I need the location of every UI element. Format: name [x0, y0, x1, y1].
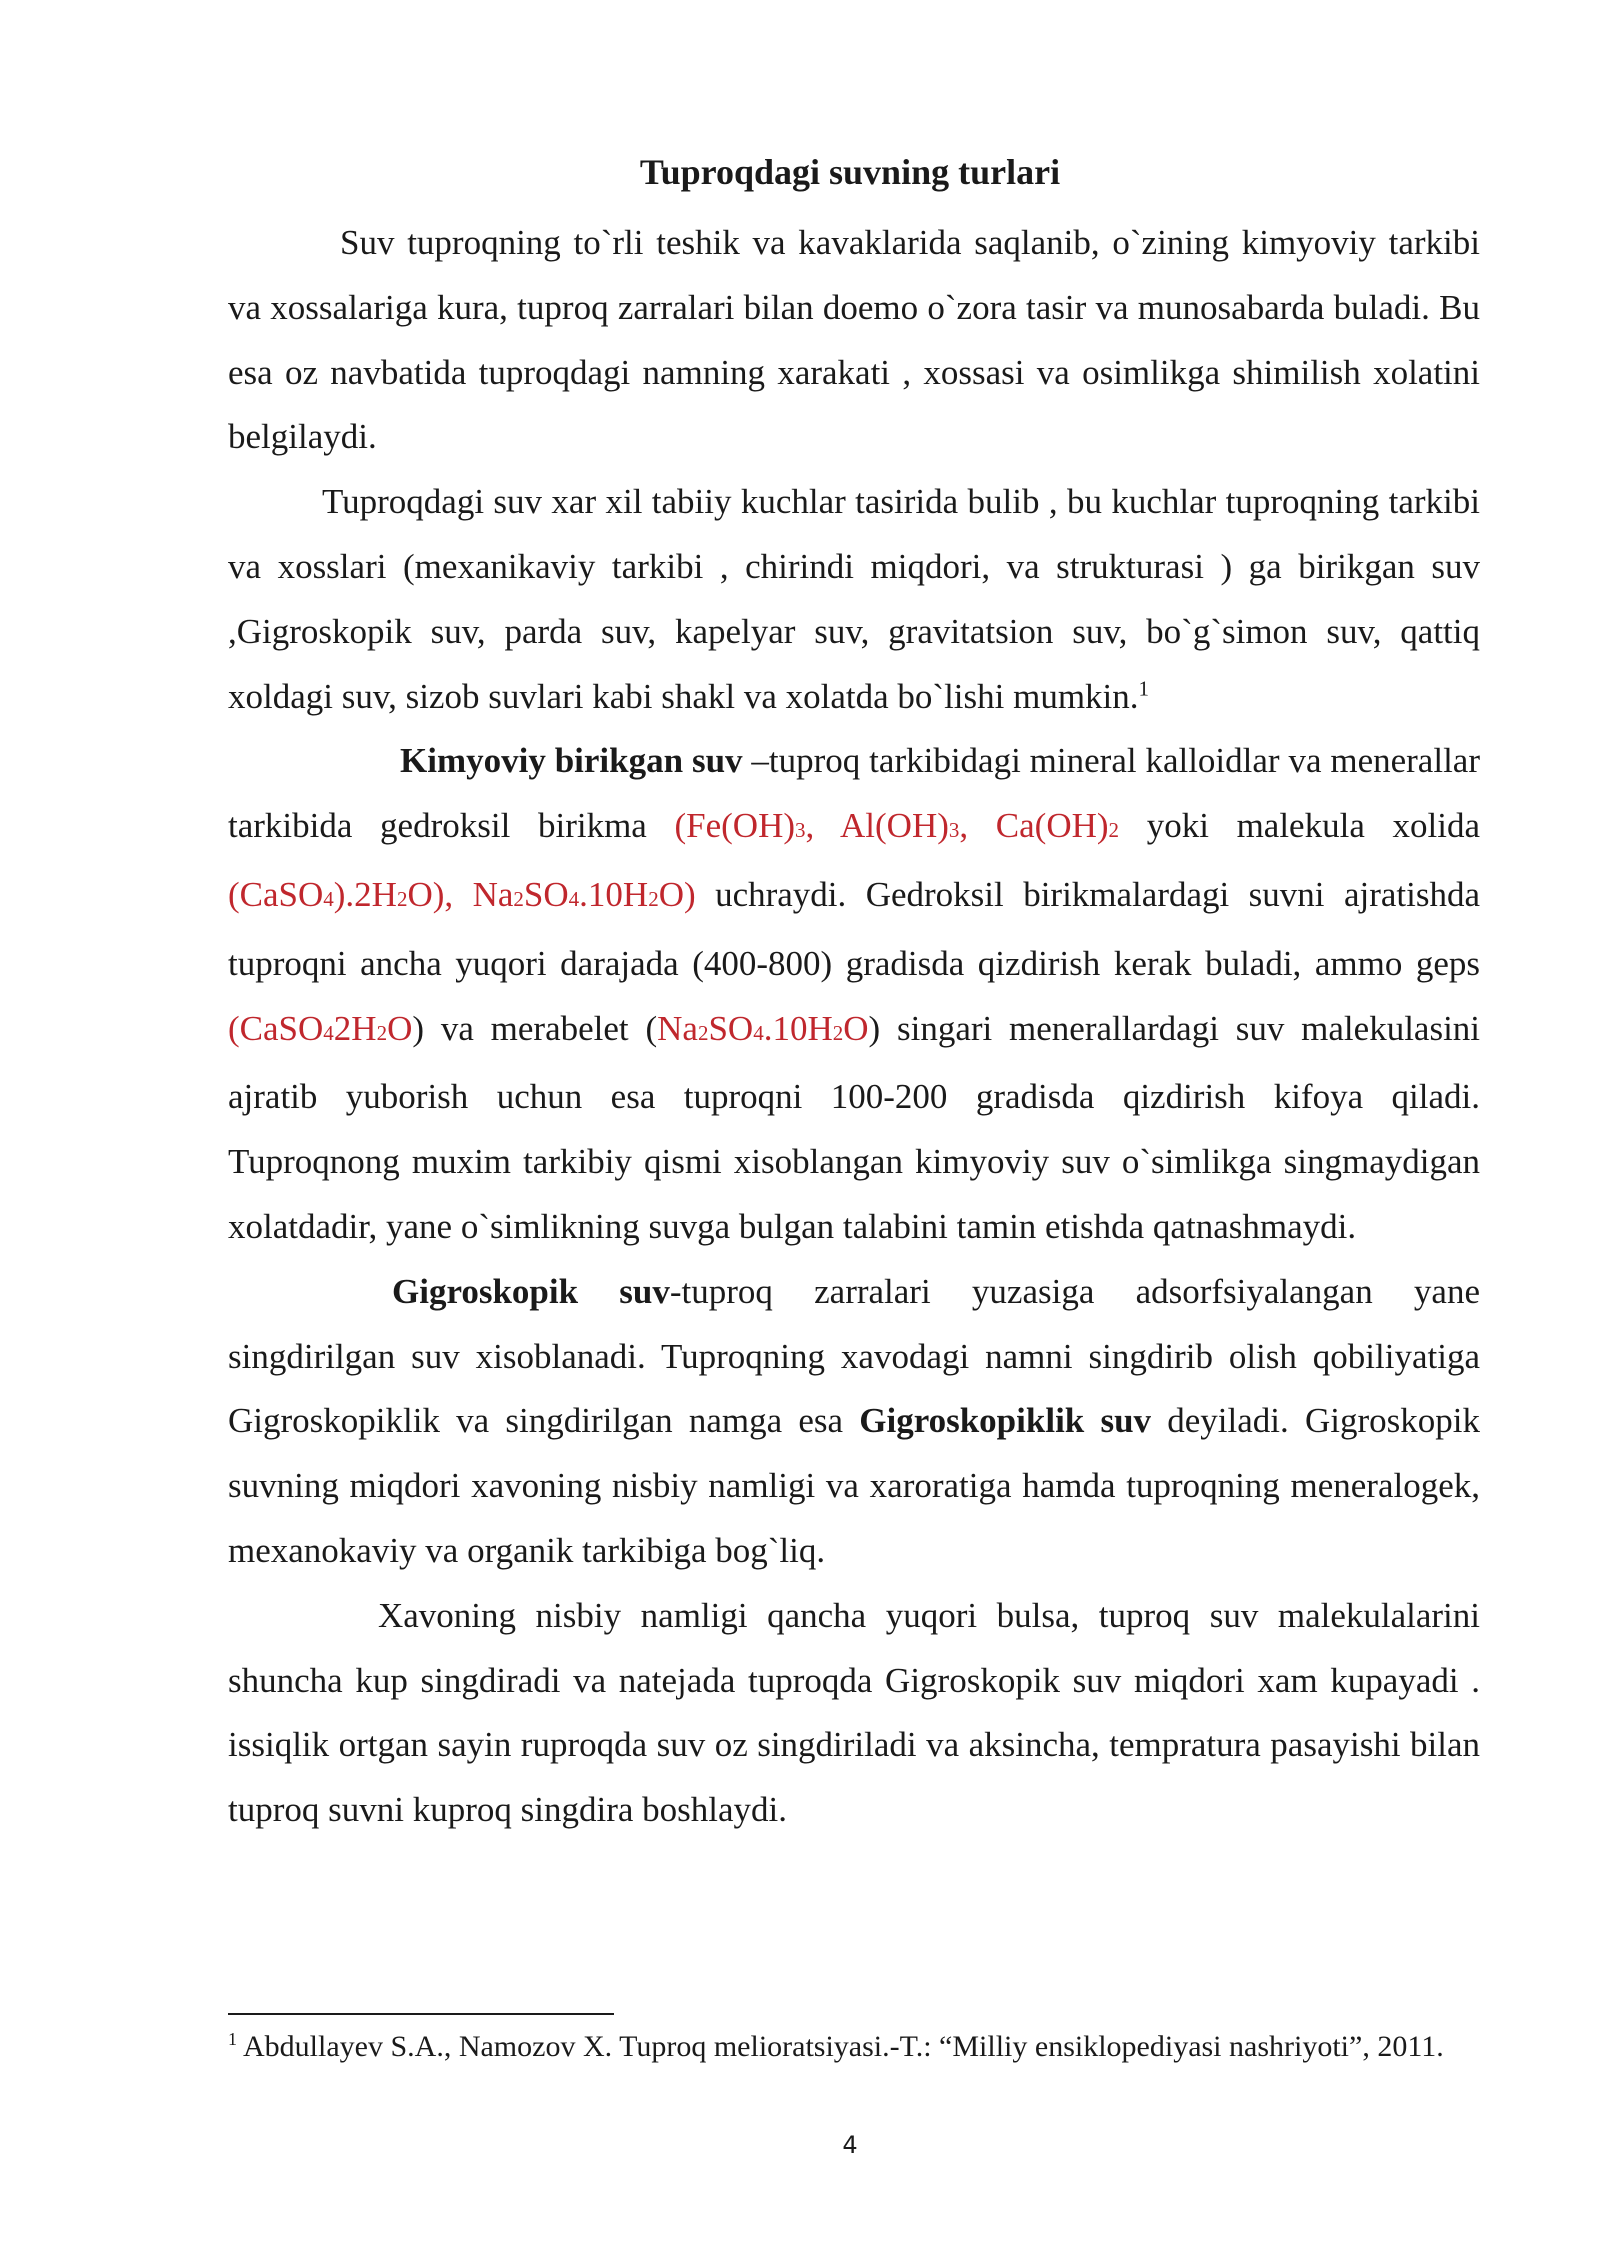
footnote-mark: 1 [228, 2029, 237, 2049]
formula-gypsum: (CaSO4).2H2O), [228, 874, 454, 914]
text-segment: ) va merabelet [412, 1008, 629, 1048]
term-chemically-bound-water: Kimyoviy birikgan suv [400, 741, 743, 781]
formula-mirabilite: Na2SO4.10H2O) [472, 874, 696, 914]
paragraph-hygroscopic-water [228, 1260, 1480, 1584]
formula-gypsum-2: (CaSO42H2O [228, 1008, 413, 1048]
term-hygroscopic-water: Gigroskopik suv [392, 1271, 670, 1311]
paragraph-chemically-bound-water [228, 729, 1480, 1259]
text-segment: yoki malekula xolida [1119, 806, 1480, 846]
term-hygroscopicity-water: Gigroskopiklik suv [859, 1401, 1152, 1441]
page-title: Tuproqdagi suvning turlari [639, 152, 1061, 192]
paragraph-intro: Suv tuproqning to`rli teshik va kavaklarida saqlanib, o`zining kimyoviy tarkibi va xossalariga kura, tuproq zarralari bilan doemo o`zora tasir va munosabarda buladi. Bu esa oz navbatida tuproqdagi namning xarakati , xossasi va osimlikga shimilish xolatini belgilaydi. [228, 223, 1480, 457]
body-text [228, 211, 1480, 1843]
text-segment: uchraydi. Gedroksil birikmalardagi suvni ajratishda tuproqni ancha yuqori darajada (400-800) gradisda qizdirish kerak buladi, ammo geps [228, 874, 1481, 983]
text-segment: -tuproq zarralari yuzasiga adsorfsiyalangan yane singdirilgan suv xisoblanadi. Tuproqning xavodagi namni singdirib olish qobiliyatiga Gigroskopiklik va singdirilgan namga esa [228, 1271, 1480, 1441]
paragraph-water-forms [228, 470, 1480, 729]
text-segment: deyiladi. Gigroskopik suvning miqdori xavoning nisbiy namligi va xaroratiga hamda tuproqning meneralogek, mexanokaviy va organik tarkibiga bog`liq. [228, 1401, 1480, 1570]
footnote-separator [228, 2013, 614, 2015]
text-segment: –tuproq tarkibidagi mineral kalloidlar va menerallar tarkibida gedroksil birikma [228, 741, 1480, 846]
paragraph-air-humidity: Xavoning nisbiy namligi qancha yuqori bulsa, tuproq suv malekulalarini shuncha kup singdiradi va natejada tuproqda Gigroskopik suv miqdori xam kupayadi . issiqlik ortgan sayin ruproqda suv oz singdiriladi va aksincha, tempratura pasayishi bilan tuproq suvni kuproq singdira boshlaydi. [228, 1595, 1480, 1830]
formula-hydroxides: (Fe(OH)3, Al(OH)3, Ca(OH)2 [674, 806, 1120, 846]
paragraph-water-forms-text: Tuproqdagi suv xar xil tabiiy kuchlar tasirida bulib , bu kuchlar tuproqning tarkibi va xosslari (mexanikaviy tarkibi , chirindi miqdori, va strukturasi ) ga birikgan suv ,Gigroskopik suv, parda suv, kapelyar suv, gravitatsion suv, bo`g`simon suv, qattiq xoldagi suv, sizob suvlari kabi shakl va xolatda bo`lishi mumkin. [228, 482, 1480, 716]
formula-mirabilite-2: Na2SO4.10H2O [657, 1008, 869, 1048]
footnote-text: Abdullayev S.A., Namozov X. Tuproq melioratsiyasi.-T.: “Milliy ensiklopediyasi nashriyoti”, 2011. [243, 2030, 1444, 2063]
page-number: 4 [842, 2131, 858, 2159]
footnote-reference[interactable]: 1 [1138, 675, 1150, 700]
text-segment: ( [645, 1008, 658, 1048]
text-segment: ) singari menerallardagi suv malekulasini ajratib yuborish uchun esa tuproqni 100-200 gradisda qizdirish kifoya qiladi. Tuproqnong muxim tarkibiy qismi xisoblangan kimyoviy suv o`simlikga singmaydigan xolatdadir, yane o`simlikning suvga bulgan talabini tamin etishda qatnashmaydi. [228, 1008, 1481, 1246]
footnote [228, 2028, 1480, 2065]
